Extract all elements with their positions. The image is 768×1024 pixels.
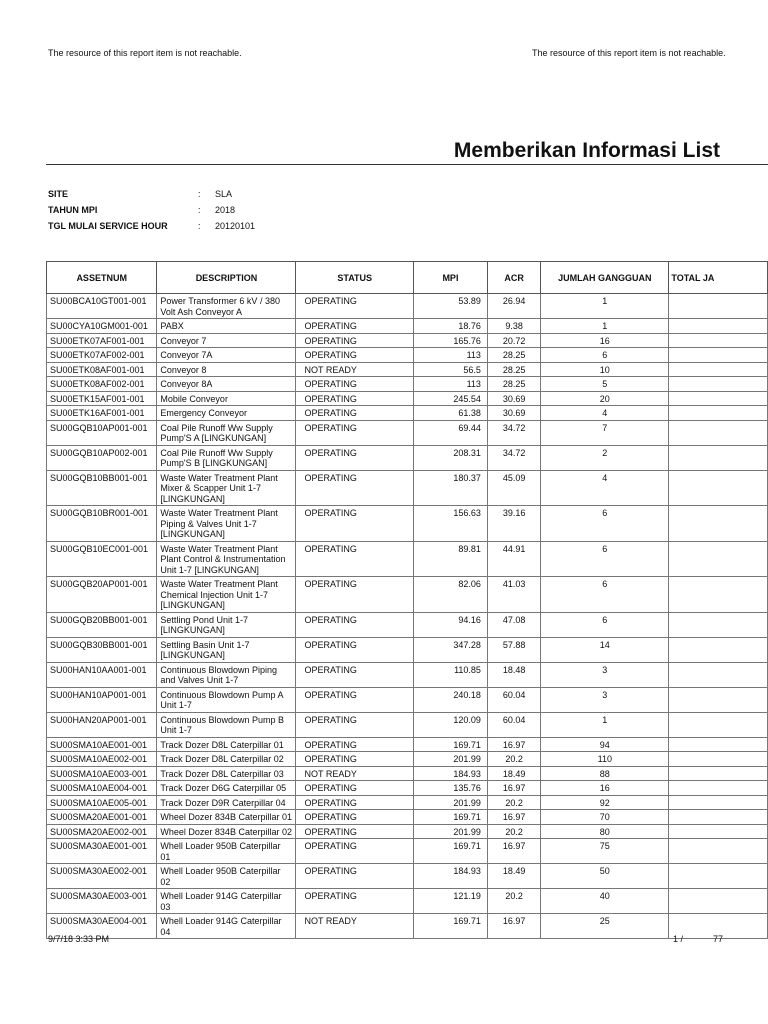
cell-assetnum: SU00ETK16AF001-001 bbox=[47, 406, 157, 421]
param-label: TGL MULAI SERVICE HOUR bbox=[48, 221, 168, 231]
cell-jumlah-gangguan: 4 bbox=[541, 406, 669, 421]
cell-jumlah-gangguan: 1 bbox=[541, 712, 669, 737]
cell-description: Track Dozer D8L Caterpillar 03 bbox=[157, 766, 296, 781]
col-header-acr: ACR bbox=[487, 262, 540, 294]
cell-mpi: 69.44 bbox=[413, 420, 487, 445]
cell-status: OPERATING bbox=[296, 662, 413, 687]
param-service-hour bbox=[48, 218, 255, 234]
footer-page-number: 1 / bbox=[673, 934, 684, 944]
cell-status: OPERATING bbox=[296, 752, 413, 767]
cell-jumlah-gangguan: 3 bbox=[541, 662, 669, 687]
cell-description: Power Transformer 6 kV / 380 Volt Ash Conveyor A bbox=[157, 294, 296, 319]
resource-notice-right: The resource of this report item is not reachable. bbox=[532, 48, 726, 58]
cell-assetnum: SU00GQB20BB001-001 bbox=[47, 612, 157, 637]
cell-acr: 41.03 bbox=[487, 577, 540, 613]
cell-status: OPERATING bbox=[296, 377, 413, 392]
cell-acr: 16.97 bbox=[487, 810, 540, 825]
table-row bbox=[47, 362, 768, 377]
cell-total-ja bbox=[669, 662, 768, 687]
cell-acr: 34.72 bbox=[487, 420, 540, 445]
cell-description: Continuous Blowdown Pump B Unit 1-7 bbox=[157, 712, 296, 737]
cell-description: Track Dozer D6G Caterpillar 05 bbox=[157, 781, 296, 796]
cell-assetnum: SU00SMA30AE003-001 bbox=[47, 889, 157, 914]
cell-jumlah-gangguan: 6 bbox=[541, 577, 669, 613]
cell-description: Track Dozer D9R Caterpillar 04 bbox=[157, 795, 296, 810]
table-row bbox=[47, 406, 768, 421]
cell-mpi: 201.99 bbox=[413, 795, 487, 810]
table-row bbox=[47, 687, 768, 712]
cell-mpi: 169.71 bbox=[413, 839, 487, 864]
cell-mpi: 61.38 bbox=[413, 406, 487, 421]
param-separator: : bbox=[198, 189, 201, 199]
cell-total-ja bbox=[669, 294, 768, 319]
col-header-jumlah-gangguan: JUMLAH GANGGUAN bbox=[541, 262, 669, 294]
cell-status: OPERATING bbox=[296, 864, 413, 889]
cell-description: PABX bbox=[157, 319, 296, 334]
cell-assetnum: SU00SMA10AE001-001 bbox=[47, 737, 157, 752]
param-separator: : bbox=[198, 205, 201, 215]
cell-total-ja bbox=[669, 889, 768, 914]
cell-status: OPERATING bbox=[296, 319, 413, 334]
cell-acr: 20.2 bbox=[487, 889, 540, 914]
cell-jumlah-gangguan: 6 bbox=[541, 612, 669, 637]
cell-total-ja bbox=[669, 864, 768, 889]
cell-assetnum: SU00SMA10AE004-001 bbox=[47, 781, 157, 796]
cell-status: OPERATING bbox=[296, 420, 413, 445]
cell-total-ja bbox=[669, 406, 768, 421]
table-row bbox=[47, 377, 768, 392]
cell-mpi: 121.19 bbox=[413, 889, 487, 914]
cell-assetnum: SU00GQB10EC001-001 bbox=[47, 541, 157, 577]
resource-notice-left: The resource of this report item is not reachable. bbox=[48, 48, 242, 58]
cell-total-ja bbox=[669, 319, 768, 334]
table-row bbox=[47, 914, 768, 939]
cell-jumlah-gangguan: 16 bbox=[541, 781, 669, 796]
cell-status: OPERATING bbox=[296, 506, 413, 542]
table-row bbox=[47, 319, 768, 334]
cell-description: Whell Loader 914G Caterpillar 03 bbox=[157, 889, 296, 914]
cell-acr: 28.25 bbox=[487, 362, 540, 377]
cell-status: OPERATING bbox=[296, 637, 413, 662]
cell-description: Whell Loader 950B Caterpillar 02 bbox=[157, 864, 296, 889]
cell-mpi: 113 bbox=[413, 377, 487, 392]
cell-assetnum: SU00SMA10AE002-001 bbox=[47, 752, 157, 767]
cell-description: Conveyor 7A bbox=[157, 348, 296, 363]
cell-acr: 28.25 bbox=[487, 348, 540, 363]
table-row bbox=[47, 824, 768, 839]
cell-acr: 18.49 bbox=[487, 864, 540, 889]
cell-assetnum: SU00ETK08AF001-001 bbox=[47, 362, 157, 377]
cell-jumlah-gangguan: 7 bbox=[541, 420, 669, 445]
cell-mpi: 110.85 bbox=[413, 662, 487, 687]
cell-status: NOT READY bbox=[296, 766, 413, 781]
cell-description: Continuous Blowdown Piping and Valves Unit 1-7 bbox=[157, 662, 296, 687]
cell-acr: 60.04 bbox=[487, 712, 540, 737]
cell-jumlah-gangguan: 75 bbox=[541, 839, 669, 864]
cell-description: Track Dozer D8L Caterpillar 02 bbox=[157, 752, 296, 767]
cell-total-ja bbox=[669, 348, 768, 363]
cell-assetnum: SU00ETK07AF001-001 bbox=[47, 333, 157, 348]
table-header-row bbox=[47, 262, 768, 294]
cell-total-ja bbox=[669, 577, 768, 613]
cell-description: Whell Loader 914G Caterpillar 04 bbox=[157, 914, 296, 939]
table-row bbox=[47, 506, 768, 542]
asset-table bbox=[46, 261, 768, 939]
cell-acr: 16.97 bbox=[487, 737, 540, 752]
table-row bbox=[47, 470, 768, 506]
cell-status: OPERATING bbox=[296, 781, 413, 796]
cell-assetnum: SU00CYA10GM001-001 bbox=[47, 319, 157, 334]
param-value: 2018 bbox=[215, 205, 236, 215]
cell-total-ja bbox=[669, 839, 768, 864]
param-label: TAHUN MPI bbox=[48, 205, 98, 215]
cell-jumlah-gangguan: 6 bbox=[541, 348, 669, 363]
table-row bbox=[47, 348, 768, 363]
cell-total-ja bbox=[669, 766, 768, 781]
cell-mpi: 135.76 bbox=[413, 781, 487, 796]
cell-total-ja bbox=[669, 795, 768, 810]
cell-status: OPERATING bbox=[296, 294, 413, 319]
cell-assetnum: SU00SMA20AE002-001 bbox=[47, 824, 157, 839]
cell-jumlah-gangguan: 50 bbox=[541, 864, 669, 889]
cell-jumlah-gangguan: 94 bbox=[541, 737, 669, 752]
cell-total-ja bbox=[669, 391, 768, 406]
cell-description: Conveyor 8A bbox=[157, 377, 296, 392]
cell-assetnum: SU00GQB10BR001-001 bbox=[47, 506, 157, 542]
cell-description: Coal Pile Runoff Ww Supply Pump'S B [LINGKUNGAN] bbox=[157, 445, 296, 470]
cell-acr: 28.25 bbox=[487, 377, 540, 392]
cell-acr: 20.72 bbox=[487, 333, 540, 348]
cell-total-ja bbox=[669, 506, 768, 542]
cell-jumlah-gangguan: 4 bbox=[541, 470, 669, 506]
cell-mpi: 240.18 bbox=[413, 687, 487, 712]
cell-description: Wheel Dozer 834B Caterpillar 01 bbox=[157, 810, 296, 825]
table-row bbox=[47, 637, 768, 662]
cell-description: Coal Pile Runoff Ww Supply Pump'S A [LINGKUNGAN] bbox=[157, 420, 296, 445]
table-row bbox=[47, 333, 768, 348]
cell-description: Waste Water Treatment Plant Piping & Valves Unit 1-7 [LINGKUNGAN] bbox=[157, 506, 296, 542]
cell-acr: 30.69 bbox=[487, 391, 540, 406]
cell-mpi: 169.71 bbox=[413, 914, 487, 939]
cell-assetnum: SU00SMA10AE003-001 bbox=[47, 766, 157, 781]
cell-acr: 20.2 bbox=[487, 795, 540, 810]
cell-mpi: 347.28 bbox=[413, 637, 487, 662]
cell-acr: 20.2 bbox=[487, 824, 540, 839]
table-row bbox=[47, 577, 768, 613]
cell-jumlah-gangguan: 25 bbox=[541, 914, 669, 939]
cell-assetnum: SU00SMA10AE005-001 bbox=[47, 795, 157, 810]
cell-assetnum: SU00GQB30BB001-001 bbox=[47, 637, 157, 662]
cell-assetnum: SU00ETK07AF002-001 bbox=[47, 348, 157, 363]
cell-status: OPERATING bbox=[296, 810, 413, 825]
cell-total-ja bbox=[669, 737, 768, 752]
cell-description: Waste Water Treatment Plant Chemical Injection Unit 1-7 [LINGKUNGAN] bbox=[157, 577, 296, 613]
cell-description: Mobile Conveyor bbox=[157, 391, 296, 406]
cell-jumlah-gangguan: 20 bbox=[541, 391, 669, 406]
param-label: SITE bbox=[48, 189, 69, 199]
cell-acr: 30.69 bbox=[487, 406, 540, 421]
table-row bbox=[47, 662, 768, 687]
cell-assetnum: SU00HAN10AA001-001 bbox=[47, 662, 157, 687]
cell-total-ja bbox=[669, 445, 768, 470]
cell-mpi: 56.5 bbox=[413, 362, 487, 377]
cell-mpi: 201.99 bbox=[413, 824, 487, 839]
col-header-mpi: MPI bbox=[413, 262, 487, 294]
cell-jumlah-gangguan: 3 bbox=[541, 687, 669, 712]
cell-acr: 44.91 bbox=[487, 541, 540, 577]
cell-acr: 16.97 bbox=[487, 781, 540, 796]
cell-acr: 47.08 bbox=[487, 612, 540, 637]
param-tahun-mpi bbox=[48, 202, 255, 218]
cell-acr: 16.97 bbox=[487, 839, 540, 864]
cell-mpi: 201.99 bbox=[413, 752, 487, 767]
table-row bbox=[47, 294, 768, 319]
param-separator: : bbox=[198, 221, 201, 231]
table-row bbox=[47, 889, 768, 914]
cell-description: Settling Basin Unit 1-7 [LINGKUNGAN] bbox=[157, 637, 296, 662]
table-row bbox=[47, 864, 768, 889]
cell-mpi: 18.76 bbox=[413, 319, 487, 334]
cell-jumlah-gangguan: 110 bbox=[541, 752, 669, 767]
cell-assetnum: SU00HAN20AP001-001 bbox=[47, 712, 157, 737]
cell-status: OPERATING bbox=[296, 687, 413, 712]
cell-mpi: 53.89 bbox=[413, 294, 487, 319]
table-row bbox=[47, 737, 768, 752]
cell-assetnum: SU00ETK15AF001-001 bbox=[47, 391, 157, 406]
cell-status: OPERATING bbox=[296, 470, 413, 506]
cell-status: OPERATING bbox=[296, 712, 413, 737]
title-divider bbox=[46, 164, 768, 165]
cell-mpi: 165.76 bbox=[413, 333, 487, 348]
table-row bbox=[47, 712, 768, 737]
cell-assetnum: SU00GQB10AP002-001 bbox=[47, 445, 157, 470]
cell-description: Continuous Blowdown Pump A Unit 1-7 bbox=[157, 687, 296, 712]
cell-status: OPERATING bbox=[296, 824, 413, 839]
report-title: Memberikan Informasi List bbox=[453, 139, 720, 162]
cell-total-ja bbox=[669, 470, 768, 506]
cell-total-ja bbox=[669, 612, 768, 637]
cell-acr: 26.94 bbox=[487, 294, 540, 319]
cell-description: Conveyor 8 bbox=[157, 362, 296, 377]
cell-status: OPERATING bbox=[296, 541, 413, 577]
cell-mpi: 120.09 bbox=[413, 712, 487, 737]
cell-acr: 34.72 bbox=[487, 445, 540, 470]
cell-mpi: 184.93 bbox=[413, 864, 487, 889]
cell-acr: 9.38 bbox=[487, 319, 540, 334]
cell-acr: 45.09 bbox=[487, 470, 540, 506]
cell-jumlah-gangguan: 6 bbox=[541, 541, 669, 577]
cell-total-ja bbox=[669, 541, 768, 577]
cell-assetnum: SU00GQB10AP001-001 bbox=[47, 420, 157, 445]
table-row bbox=[47, 810, 768, 825]
cell-jumlah-gangguan: 88 bbox=[541, 766, 669, 781]
cell-total-ja bbox=[669, 781, 768, 796]
cell-description: Settling Pond Unit 1-7 [LINGKUNGAN] bbox=[157, 612, 296, 637]
table-row bbox=[47, 839, 768, 864]
cell-status: OPERATING bbox=[296, 612, 413, 637]
cell-jumlah-gangguan: 70 bbox=[541, 810, 669, 825]
cell-status: OPERATING bbox=[296, 333, 413, 348]
cell-jumlah-gangguan: 10 bbox=[541, 362, 669, 377]
cell-jumlah-gangguan: 92 bbox=[541, 795, 669, 810]
cell-description: Waste Water Treatment Plant Mixer & Scapper Unit 1-7 [LINGKUNGAN] bbox=[157, 470, 296, 506]
cell-description: Wheel Dozer 834B Caterpillar 02 bbox=[157, 824, 296, 839]
cell-mpi: 94.16 bbox=[413, 612, 487, 637]
cell-description: Whell Loader 950B Caterpillar 01 bbox=[157, 839, 296, 864]
table-row bbox=[47, 766, 768, 781]
cell-mpi: 156.63 bbox=[413, 506, 487, 542]
cell-jumlah-gangguan: 80 bbox=[541, 824, 669, 839]
cell-status: NOT READY bbox=[296, 914, 413, 939]
cell-assetnum: SU00ETK08AF002-001 bbox=[47, 377, 157, 392]
table-row bbox=[47, 391, 768, 406]
param-value: 20120101 bbox=[215, 221, 256, 231]
param-value: SLA bbox=[215, 189, 233, 199]
cell-assetnum: SU00SMA30AE004-001 bbox=[47, 914, 157, 939]
cell-jumlah-gangguan: 5 bbox=[541, 377, 669, 392]
cell-mpi: 184.93 bbox=[413, 766, 487, 781]
col-header-status: STATUS bbox=[296, 262, 413, 294]
cell-status: OPERATING bbox=[296, 795, 413, 810]
report-parameters bbox=[48, 186, 255, 234]
cell-jumlah-gangguan: 6 bbox=[541, 506, 669, 542]
cell-assetnum: SU00SMA30AE002-001 bbox=[47, 864, 157, 889]
table-body bbox=[47, 294, 768, 939]
cell-acr: 16.97 bbox=[487, 914, 540, 939]
cell-jumlah-gangguan: 14 bbox=[541, 637, 669, 662]
cell-status: OPERATING bbox=[296, 348, 413, 363]
cell-jumlah-gangguan: 16 bbox=[541, 333, 669, 348]
cell-total-ja bbox=[669, 637, 768, 662]
cell-mpi: 89.81 bbox=[413, 541, 487, 577]
cell-mpi: 245.54 bbox=[413, 391, 487, 406]
cell-assetnum: SU00HAN10AP001-001 bbox=[47, 687, 157, 712]
cell-status: OPERATING bbox=[296, 889, 413, 914]
cell-total-ja bbox=[669, 687, 768, 712]
col-header-description: DESCRIPTION bbox=[157, 262, 296, 294]
cell-jumlah-gangguan: 1 bbox=[541, 294, 669, 319]
cell-total-ja bbox=[669, 824, 768, 839]
cell-acr: 39.16 bbox=[487, 506, 540, 542]
asset-table-container bbox=[46, 261, 768, 939]
cell-jumlah-gangguan: 40 bbox=[541, 889, 669, 914]
cell-total-ja bbox=[669, 420, 768, 445]
col-header-total-ja: TOTAL JA bbox=[669, 262, 768, 294]
cell-status: NOT READY bbox=[296, 362, 413, 377]
cell-description: Conveyor 7 bbox=[157, 333, 296, 348]
cell-status: OPERATING bbox=[296, 737, 413, 752]
col-header-assetnum: ASSETNUM bbox=[47, 262, 157, 294]
cell-total-ja bbox=[669, 712, 768, 737]
cell-description: Track Dozer D8L Caterpillar 01 bbox=[157, 737, 296, 752]
cell-status: OPERATING bbox=[296, 406, 413, 421]
cell-total-ja bbox=[669, 810, 768, 825]
table-row bbox=[47, 541, 768, 577]
cell-jumlah-gangguan: 2 bbox=[541, 445, 669, 470]
table-row bbox=[47, 445, 768, 470]
cell-status: OPERATING bbox=[296, 577, 413, 613]
cell-total-ja bbox=[669, 362, 768, 377]
cell-acr: 18.49 bbox=[487, 766, 540, 781]
cell-assetnum: SU00BCA10GT001-001 bbox=[47, 294, 157, 319]
table-row bbox=[47, 752, 768, 767]
cell-assetnum: SU00SMA30AE001-001 bbox=[47, 839, 157, 864]
cell-mpi: 208.31 bbox=[413, 445, 487, 470]
cell-assetnum: SU00GQB20AP001-001 bbox=[47, 577, 157, 613]
param-site bbox=[48, 186, 255, 202]
cell-total-ja bbox=[669, 752, 768, 767]
cell-acr: 18.48 bbox=[487, 662, 540, 687]
cell-status: OPERATING bbox=[296, 391, 413, 406]
table-row bbox=[47, 612, 768, 637]
cell-total-ja bbox=[669, 377, 768, 392]
cell-jumlah-gangguan: 1 bbox=[541, 319, 669, 334]
cell-mpi: 180.37 bbox=[413, 470, 487, 506]
table-row bbox=[47, 420, 768, 445]
cell-status: OPERATING bbox=[296, 839, 413, 864]
cell-assetnum: SU00SMA20AE001-001 bbox=[47, 810, 157, 825]
cell-acr: 20.2 bbox=[487, 752, 540, 767]
cell-mpi: 169.71 bbox=[413, 810, 487, 825]
cell-acr: 57.88 bbox=[487, 637, 540, 662]
cell-total-ja bbox=[669, 333, 768, 348]
cell-assetnum: SU00GQB10BB001-001 bbox=[47, 470, 157, 506]
cell-description: Waste Water Treatment Plant Plant Control & Instrumentation Unit 1-7 [LINGKUNGAN] bbox=[157, 541, 296, 577]
footer-total-pages: 77 bbox=[713, 934, 724, 944]
cell-status: OPERATING bbox=[296, 445, 413, 470]
cell-mpi: 113 bbox=[413, 348, 487, 363]
table-row bbox=[47, 795, 768, 810]
footer-datetime: 9/7/18 3:33 PM bbox=[48, 934, 110, 944]
cell-mpi: 169.71 bbox=[413, 737, 487, 752]
cell-mpi: 82.06 bbox=[413, 577, 487, 613]
cell-description: Emergency Conveyor bbox=[157, 406, 296, 421]
cell-acr: 60.04 bbox=[487, 687, 540, 712]
table-row bbox=[47, 781, 768, 796]
